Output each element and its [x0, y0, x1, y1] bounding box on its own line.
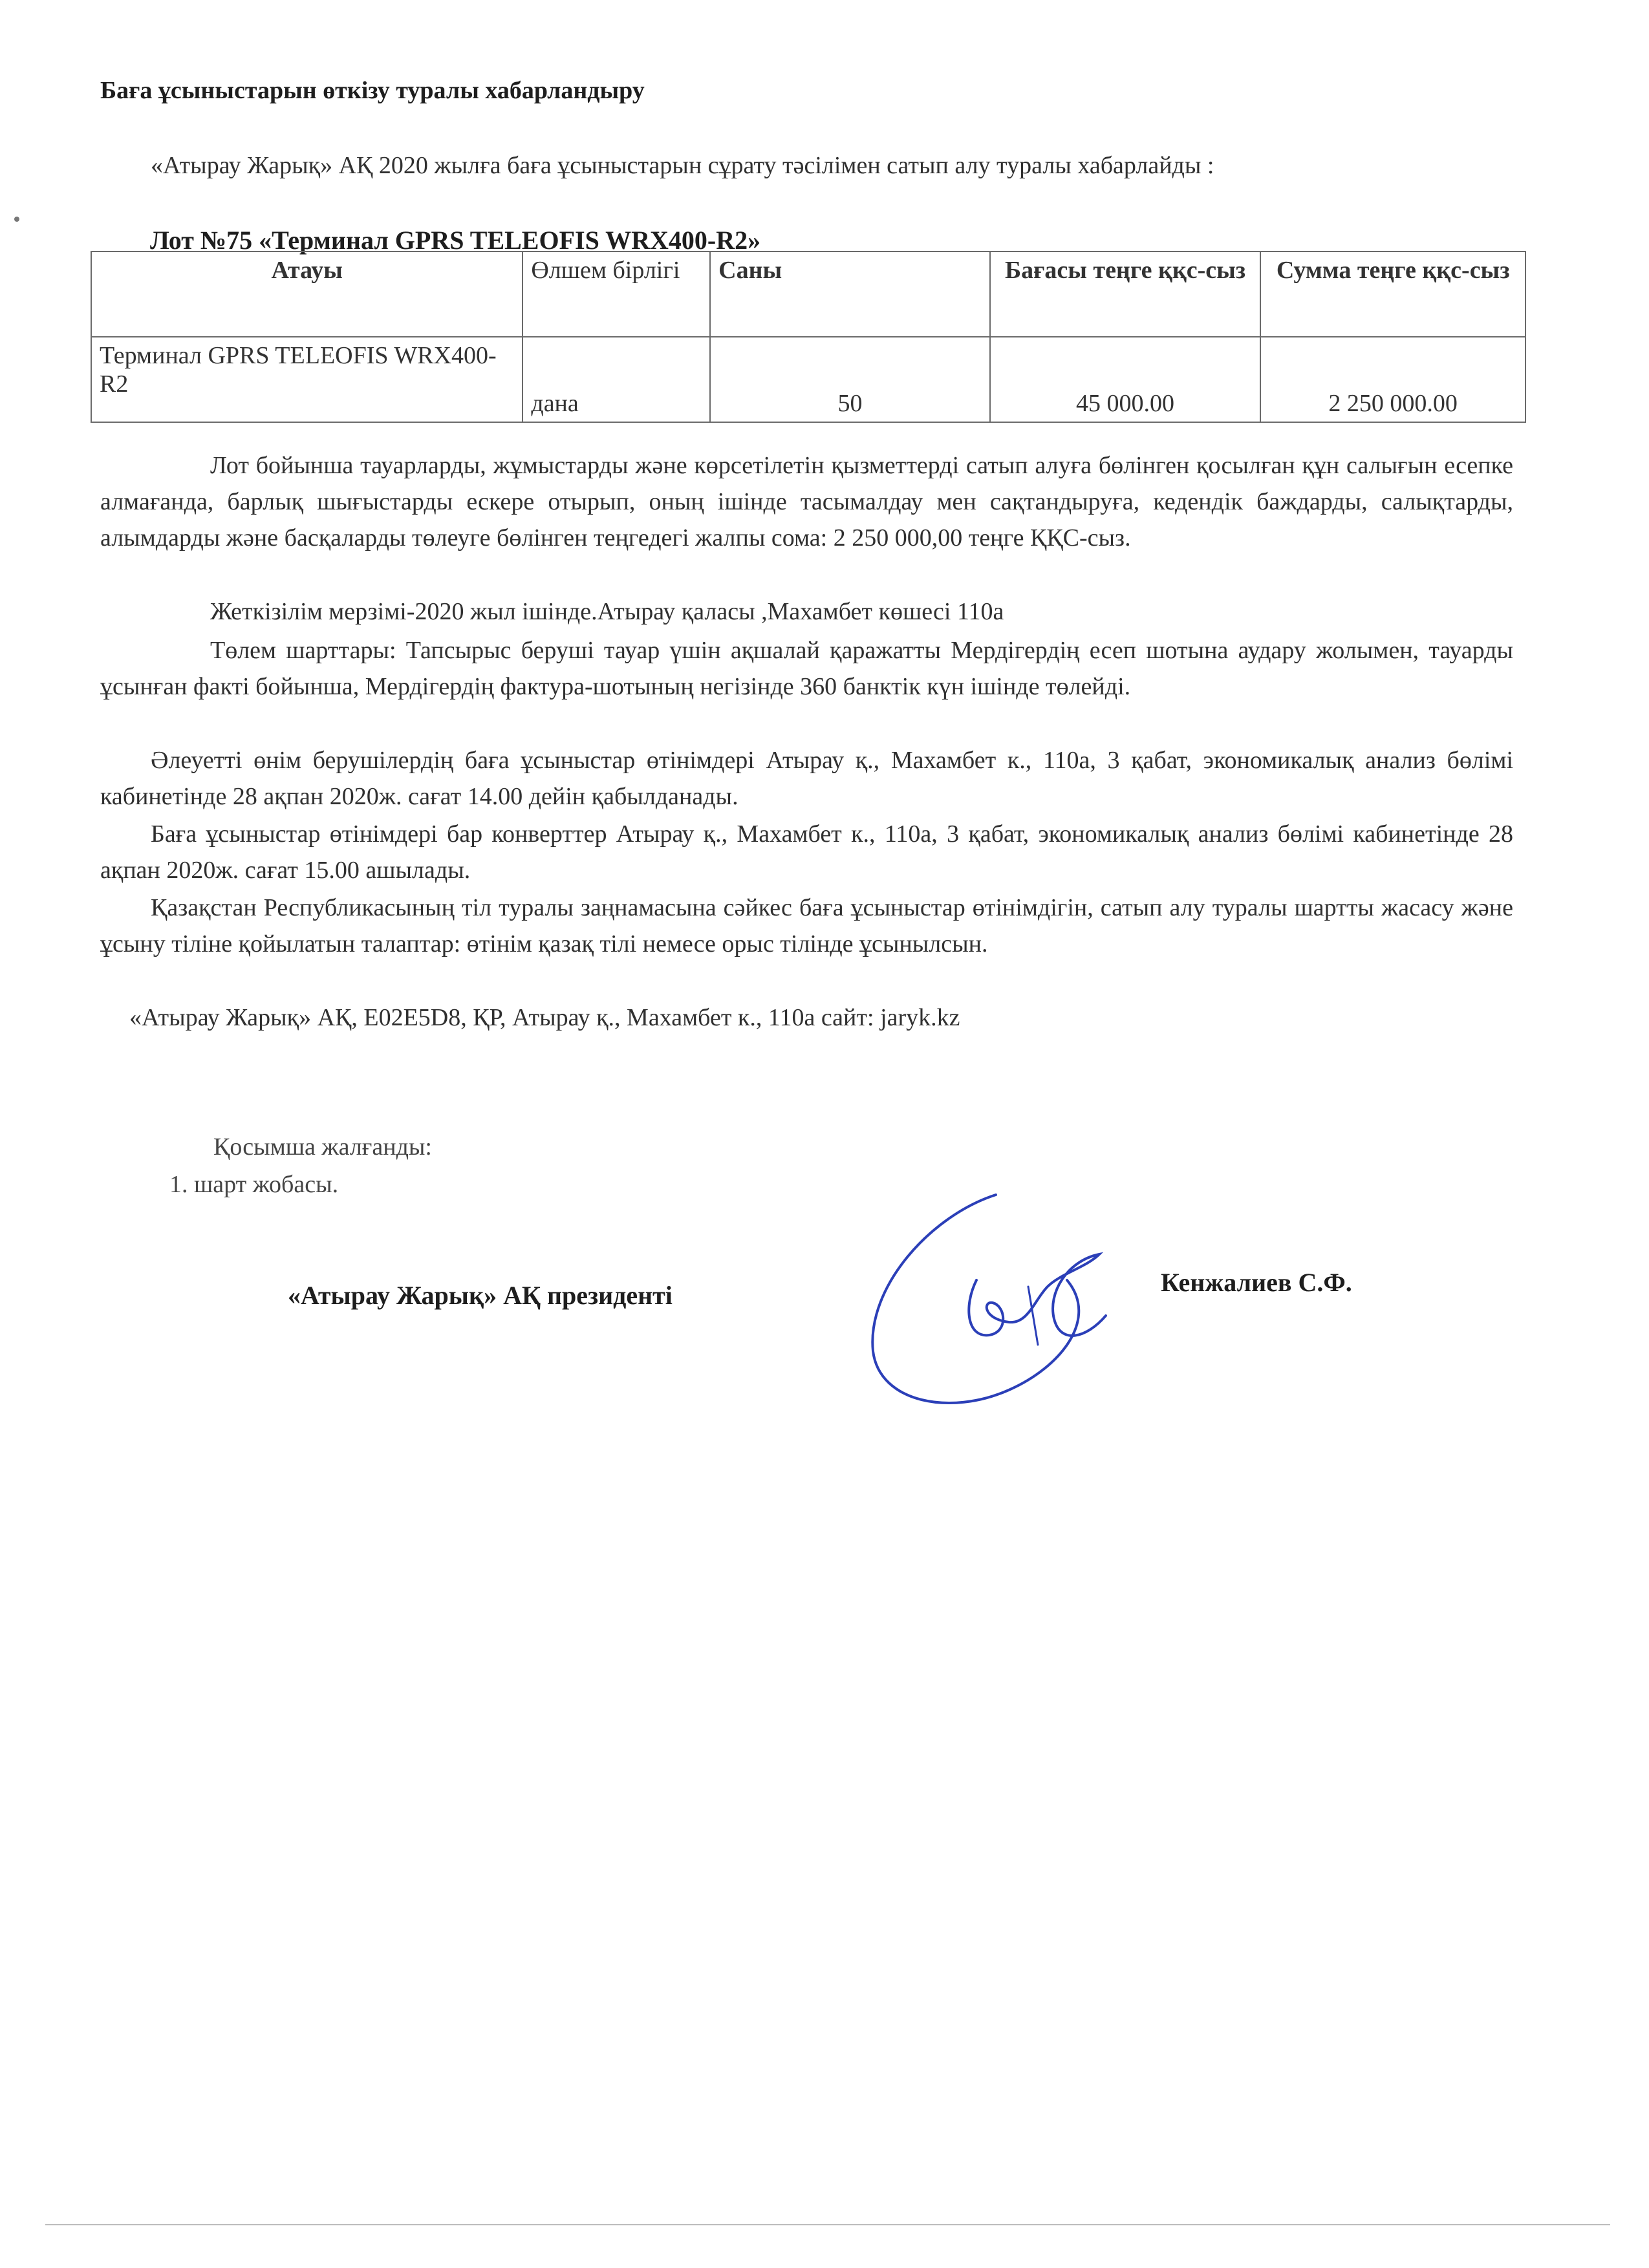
- table-header-row: [91, 251, 1525, 337]
- table-row: [91, 337, 1525, 422]
- header-unit: Өлшем бірлігі: [523, 251, 710, 337]
- signatory-name: Кенжалиев С.Ф.: [1161, 1268, 1352, 1297]
- header-qty: Саны: [710, 251, 990, 337]
- delivery-paragraph: Жеткізілім мерзімі-2020 жыл ішінде.Атырау қаласы ,Махамбет көшесі 110а: [210, 598, 1004, 625]
- handwritten-signature: [854, 1190, 1132, 1422]
- signatory-role: «Атырау Жарық» АҚ президенті: [288, 1281, 673, 1310]
- attachment-item: 1. шарт жобасы.: [169, 1171, 339, 1198]
- page-bottom-edge: [45, 2224, 1610, 2225]
- cell-qty: 50: [710, 337, 990, 422]
- document-title: Баға ұсыныстарын өткізу туралы хабарландыру: [100, 77, 645, 104]
- address-line: «Атырау Жарық» АҚ, E02E5D8, ҚР, Атырау қ., Махамбет к., 110а сайт: jaryk.kz: [129, 1004, 960, 1031]
- language-paragraph: Қазақстан Республикасының тіл туралы заңнамасына сәйкес баға ұсыныстар өтінімдігін, сатып алу туралы шартты жасасу және ұсыну тіліне қойылатын талаптар: өтінім қазақ тілі немесе орыс тілінде ұсынылсын.: [100, 894, 1513, 957]
- cell-sum: 2 250 000.00: [1260, 337, 1525, 422]
- acceptance-paragraph: Әлеуетті өнім берушілердің баға ұсыныстар өтінімдері Атырау қ., Махамбет к., 110а, 3 қабат, экономикалық анализ бөлімі кабинетінде 28 ақпан 2020ж. сағат 14.00 дейін қабылданады.: [100, 747, 1513, 810]
- payment-paragraph: Төлем шарттары: Тапсырыс беруші тауар үшін ақшалай қаражатты Мердігердің есеп шотына аудару жолымен, тауарды ұсынған факті бойынша, Мердігердің фактура-шотының негізінде 360 банктік күн ішінде төлейді.: [100, 637, 1513, 700]
- intro-paragraph: «Атырау Жарық» АҚ 2020 жылға баға ұсыныстарын сұрату тәсілімен сатып алу туралы хабарлайды :: [151, 152, 1214, 179]
- lot-title: Лот №75 «Терминал GPRS TELEOFIS WRX400-R2»: [150, 226, 761, 255]
- opening-paragraph: Баға ұсыныстар өтінімдері бар конверттер Атырау қ., Махамбет к., 110а, 3 қабат, экономикалық анализ бөлімі кабинетінде 28 ақпан 2020ж. сағат 15.00 ашылады.: [100, 820, 1513, 884]
- cell-price: 45 000.00: [990, 337, 1261, 422]
- total-paragraph: Лот бойынша тауарларды, жұмыстарды және көрсетілетін қызметтерді сатып алуға бөлінген қосылған құн салығын есепке алмағанда, барлық шығыстарды ескере отырып, оның ішінде тасымалдау мен сақтандыруға, кедендік баждарды, салықтарды, алымдарды және басқаларды төлеуге бөлінген теңгедегі жалпы сома: 2 250 000,00 теңге ҚҚС-сыз.: [100, 452, 1513, 551]
- header-sum: Сумма теңге ққс-сыз: [1260, 251, 1525, 337]
- cell-name: Терминал GPRS TELEOFIS WRX400-R2: [91, 337, 523, 422]
- lot-table: [91, 251, 1526, 423]
- cell-unit: дана: [523, 337, 710, 422]
- scan-artifact: [14, 217, 19, 222]
- attachment-label: Қосымша жалғанды:: [213, 1133, 432, 1161]
- header-name: Атауы: [91, 251, 523, 337]
- header-price: Бағасы теңге ққс-сыз: [990, 251, 1261, 337]
